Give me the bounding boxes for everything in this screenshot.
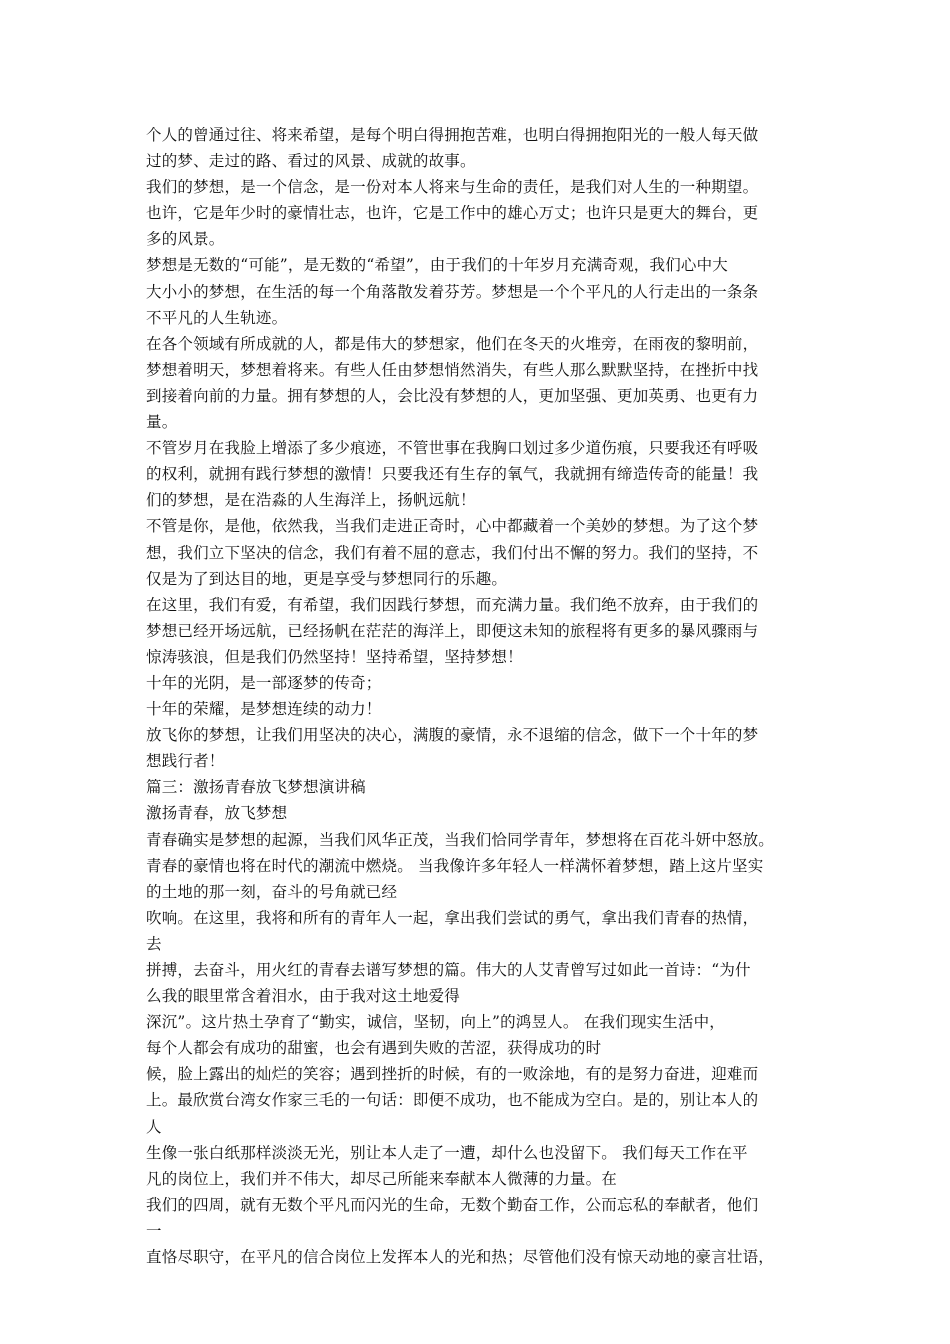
text-line: 放飞你的梦想，让我们用坚决的决心，满腹的豪情，永不退缩的信念，做下一个十年的梦 <box>146 726 759 745</box>
text-line: 凡的岗位上，我们并不伟大，却尽己所能来奉献本人微薄的力量。在 <box>146 1169 618 1188</box>
text-line: 想践行者！ <box>146 752 225 771</box>
text-line: 生像一张白纸那样淡淡无光，别让本人走了一遭，却什么也没留下。 我们每天工作在平 <box>146 1143 748 1162</box>
text-line: 大小小的梦想，在生活的每一个角落散发着芬芳。梦想是一个个平凡的人行走出的一条条 <box>146 282 759 301</box>
text-line: 们的梦想，是在浩淼的人生海洋上，扬帆远航！ <box>146 491 476 510</box>
text-line: 上。最欣赏台湾女作家三毛的一句话：即便不成功，也不能成为空白。是的，别让本人的 <box>146 1091 759 1110</box>
text-line: 去 <box>146 934 162 953</box>
text-line: 到接着向前的力量。拥有梦想的人，会比没有梦想的人，更加坚强、更加英勇、也更有力 <box>146 386 759 405</box>
text-line: 量。 <box>146 413 178 432</box>
text-line: 深沉”。这片热土孕育了“勤实，诚信，坚韧，向上”的鸿昱人。 在我们现实生活中， <box>146 1013 726 1032</box>
text-line: 青春的豪情也将在时代的潮流中燃烧。 当我像许多年轻人一样满怀着梦想，踏上这片坚实 <box>146 856 764 875</box>
text-line: 十年的荣耀，是梦想连续的动力！ <box>146 700 382 719</box>
text-line: 个人的曾通过往、将来希望，是每个明白得拥抱苦难，也明白得拥抱阳光的一般人每天做 <box>146 126 759 144</box>
text-line: 人 <box>146 1117 162 1136</box>
text-line: 篇三：激扬青春放飞梦想演讲稿 <box>146 778 366 797</box>
text-line: 梦想是无数的“可能”，是无数的“希望”，由于我们的十年岁月充满奇观，我们心中大 <box>146 256 728 275</box>
text-line: 么我的眼里常含着泪水，由于我对这土地爱得 <box>146 987 461 1006</box>
text-line: 的土地的那一刻，奋斗的号角就已经 <box>146 882 398 901</box>
text-line: 仅是为了到达目的地，更是享受与梦想同行的乐趣。 <box>146 569 508 588</box>
text-line: 想，我们立下坚决的信念，我们有着不屈的意志，我们付出不懈的努力。我们的坚持，不 <box>146 543 759 562</box>
text-line: 十年的光阴，是一部逐梦的传奇； <box>146 673 382 692</box>
text-line: 多的风景。 <box>146 230 225 249</box>
document-body <box>146 122 811 1270</box>
text-line: 候，脸上露出的灿烂的笑容；遇到挫折的时候，有的一败涂地，有的是努力奋进，迎难而 <box>146 1065 759 1084</box>
text-line: 我们的梦想，是一个信念，是一份对本人将来与生命的责任，是我们对人生的一种期望。 <box>146 178 759 197</box>
text-line: 每个人都会有成功的甜蜜，也会有遇到失败的苦涩，获得成功的时 <box>146 1039 602 1058</box>
text-line: 不管岁月在我脸上增添了多少痕迹，不管世事在我胸口划过多少道伤痕，只要我还有呼吸 <box>146 439 759 458</box>
text-line: 梦想已经开场远航，已经扬帆在茫茫的海洋上，即便这未知的旅程将有更多的暴风骤雨与 <box>146 621 759 640</box>
text-line: 也许，它是年少时的豪情壮志，也许，它是工作中的雄心万丈；也许只是更大的舞台，更 <box>146 204 759 223</box>
text-line: 直恪尽职守，在平凡的信合岗位上发挥本人的光和热；尽管他们没有惊天动地的豪言壮语， <box>146 1248 775 1267</box>
text-line: 我们的四周，就有无数个平凡而闪光的生命，无数个勤奋工作，公而忘私的奉献者，他们 <box>146 1195 759 1214</box>
text-line: 不平凡的人生轨迹。 <box>146 308 288 327</box>
text-line: 过的梦、走过的路、看过的风景、成就的故事。 <box>146 152 476 171</box>
text-line: 梦想着明天，梦想着将来。有些人任由梦想悄然消失，有些人那么默默坚持，在挫折中找 <box>146 360 759 379</box>
text-line: 惊涛骇浪，但是我们仍然坚持！坚持希望，坚持梦想！ <box>146 647 523 666</box>
text-line: 的权利，就拥有践行梦想的激情！只要我还有生存的氧气，我就拥有缔造传奇的能量！我 <box>146 465 759 484</box>
text-line: 拼搏，去奋斗，用火红的青春去谱写梦想的篇。伟大的人艾青曾写过如此一首诗：“为什 <box>146 961 751 979</box>
text-line: 青春确实是梦想的起源，当我们风华正茂，当我们恰同学青年，梦想将在百花斗妍中怒放。 <box>146 830 775 849</box>
text-line: 在这里，我们有爱，有希望，我们因践行梦想，而充满力量。我们绝不放弃，由于我们的 <box>146 595 759 614</box>
text-line: 不管是你，是他，依然我，当我们走进正奇时，心中都藏着一个美妙的梦想。为了这个梦 <box>146 517 759 536</box>
text-line: 吹响。在这里，我将和所有的青年人一起，拿出我们尝试的勇气，拿出我们青春的热情， <box>146 908 759 927</box>
text-line: 在各个领域有所成就的人，都是伟大的梦想家，他们在冬天的火堆旁，在雨夜的黎明前， <box>146 334 759 353</box>
text-line: 一 <box>146 1221 162 1240</box>
text-line: 激扬青春，放飞梦想 <box>146 804 288 823</box>
